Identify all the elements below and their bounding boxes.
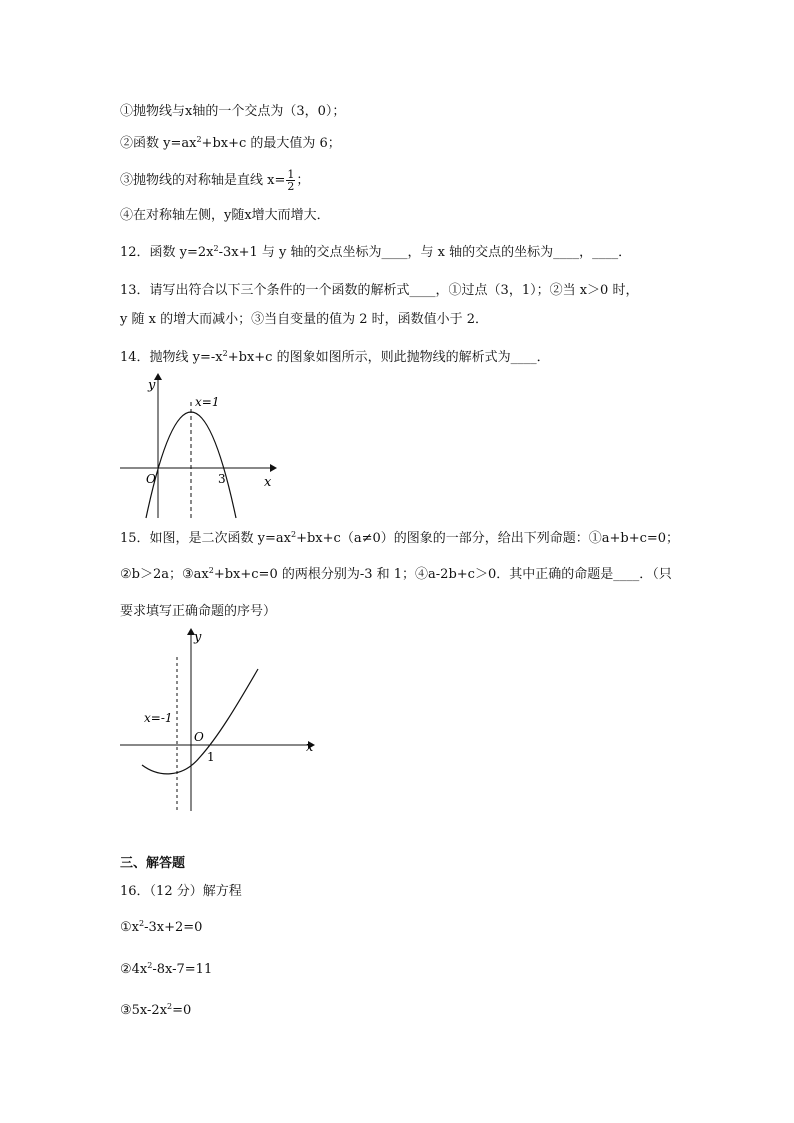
question-15-text-end: +bx+c（a≠0）的图象的一部分，给出下列命题：①a+b+c=0； bbox=[296, 531, 680, 546]
symmetry-axis-label: x=1 bbox=[195, 395, 220, 409]
x-axis-label: x bbox=[264, 475, 272, 490]
question-14-text-end: +bx+c 的图象如图所示，则此抛物线的解析式为____． bbox=[227, 350, 550, 365]
equation-2 bbox=[120, 961, 212, 979]
tick-label: 3 bbox=[218, 472, 226, 486]
exponent: 2 bbox=[196, 135, 202, 144]
exponent: 2 bbox=[213, 244, 219, 253]
statement-2-text: ②函数 y=ax bbox=[120, 136, 197, 151]
fraction-numerator: 1 bbox=[287, 168, 295, 181]
question-14-text: 14．抛物线 y=-x bbox=[120, 350, 223, 365]
question-15-text-end: +bx+c=0 的两根分别为-3 和 1；④a-2b+c＞0．其中正确的命题是____．（只 bbox=[213, 567, 672, 582]
question-15-text: 15．如图，是二次函数 y=ax bbox=[120, 531, 291, 546]
exponent: 2 bbox=[222, 349, 228, 358]
statement-1: ①抛物线与x轴的一个交点为（3，0）； bbox=[120, 104, 346, 119]
question-14-graph bbox=[118, 372, 278, 522]
statement-2 bbox=[120, 135, 341, 153]
statement-2-text-end: +bx+c 的最大值为 6； bbox=[201, 136, 341, 151]
origin-label: O bbox=[194, 730, 204, 744]
equation-2-text-end: -8x-7=11 bbox=[152, 962, 213, 977]
exponent: 2 bbox=[147, 961, 153, 970]
question-16: 16．（12 分）解方程 bbox=[120, 884, 242, 899]
statement-3-text-end: ； bbox=[296, 173, 310, 188]
y-axis-label: y bbox=[194, 630, 202, 645]
question-12-text: 12．函数 y=2x bbox=[120, 245, 214, 260]
fraction bbox=[286, 169, 295, 192]
equation-3-text: ③5x-2x bbox=[120, 1003, 168, 1018]
statement-4: ④在对称轴左侧，y随x增大而增大． bbox=[120, 208, 330, 223]
origin-label: O bbox=[146, 472, 156, 486]
exponent: 2 bbox=[291, 530, 297, 539]
tick-label: 1 bbox=[207, 750, 215, 764]
question-13-line-1: 13．请写出符合以下三个条件的一个函数的解析式____，①过点（3，1）；②当 x＞0 时， bbox=[120, 283, 639, 298]
question-13-line-2: y 随 x 的增大而减小；③当自变量的值为 2 时，函数值小于 2． bbox=[120, 312, 489, 327]
exponent: 2 bbox=[139, 919, 145, 928]
y-axis-label: y bbox=[148, 378, 156, 393]
section-heading: 三、解答题 bbox=[120, 856, 186, 871]
x-axis-arrow bbox=[270, 464, 277, 472]
question-12-text-end: -3x+1 与 y 轴的交点坐标为____，与 x 轴的交点的坐标为____，____． bbox=[218, 245, 632, 260]
question-14 bbox=[120, 349, 550, 367]
equation-3 bbox=[120, 1002, 191, 1020]
question-15-graph bbox=[118, 625, 318, 815]
exponent: 2 bbox=[167, 1002, 173, 1011]
equation-1-text-end: -3x+2=0 bbox=[144, 920, 203, 935]
equation-1 bbox=[120, 919, 202, 937]
x-axis-label: x bbox=[306, 740, 314, 755]
statement-3 bbox=[120, 169, 309, 192]
question-12 bbox=[120, 244, 631, 262]
statement-3-text: ③抛物线的对称轴是直线 x= bbox=[120, 173, 286, 188]
question-15-line-2 bbox=[120, 566, 672, 584]
equation-3-text-end: =0 bbox=[172, 1003, 192, 1018]
equation-1-text: ①x bbox=[120, 920, 139, 935]
question-15-line-1 bbox=[120, 530, 679, 548]
equation-2-text: ②4x bbox=[120, 962, 148, 977]
question-15-line-3: 要求填写正确命题的序号） bbox=[120, 604, 277, 619]
fraction-denominator: 2 bbox=[287, 180, 295, 193]
exponent: 2 bbox=[208, 566, 214, 575]
question-15-text: ②b＞2a；③ax bbox=[120, 567, 209, 582]
symmetry-axis-label: x=-1 bbox=[144, 711, 173, 725]
